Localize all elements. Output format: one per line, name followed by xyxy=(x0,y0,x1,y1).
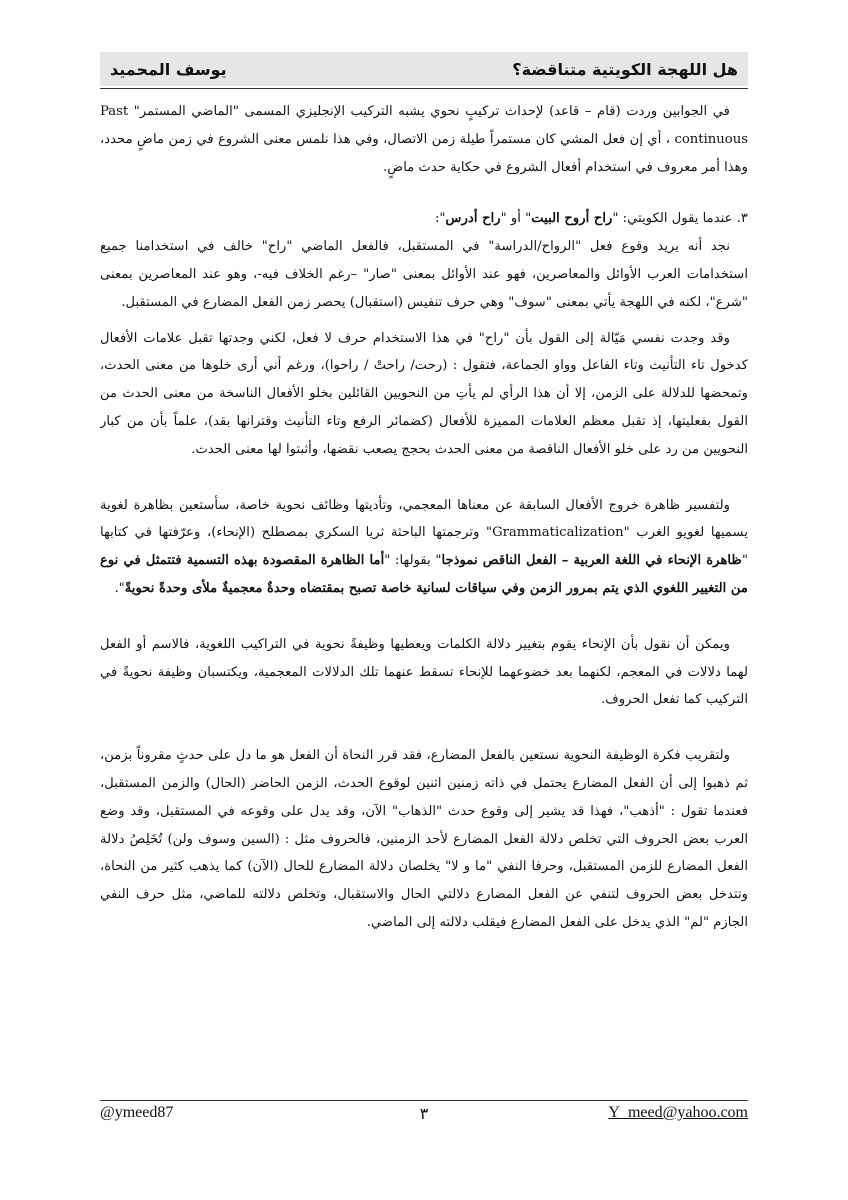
paragraph-past-continuous: في الجوابين وردت (قام – قاعد) لإحداث تركيبٍ نحوي يشبه التركيب الإنجليزي المسمى "الماضي المستمر" Past continuous ، أي إن فعل المشي كان مستمراً طيلة زمن الاتصال، وفي هذا نلمس معنى الشروع في زمن ماضٍ محدد، وهذا أمر معروف في استخدام أفعال الشروع في حكاية حدث ماضٍ. xyxy=(100,104,748,175)
author-name: يوسف المحميد xyxy=(110,59,227,79)
paragraph-grammaticalization: ولتفسير ظاهرة خروج الأفعال السابقة عن معناها المعجمي، وتأديتها وظائف نحوية خاصة، سأستعين بظاهرة لغوية يسميها لغويو الغرب "Grammaticalization" وترجمتها الباحثة ثريا السكري بمصطلح (الإنحاء)، وعرّفتها في كتابها "ظاهرة الإنحاء في اللغة العربية – الفعل الناقص نموذجا" بقولها: "أما الظاهرة المقصودة بهذه التسمية فتتمثل في نوع من التغيير اللغوي الذي يتم بمرور الزمن وفي سياقات لسانية خاصة تصبح بمقتضاه وحدةٌ معجميةٌ ملأى وحدةً نحويةً". xyxy=(100,497,748,596)
book-title: ظاهرة الإنحاء في اللغة العربية – الفعل الناقص نموذجا xyxy=(441,553,742,569)
paragraph-raah-particle: وقد وجدت نفسي مَيّالة إلى القول بأن "راح" في هذا الاستخدام حرف لا فعل، لكني وجدتها تقبل علامات الأفعال كدخول تاء التأنيث وتاء الفاعل وواو الجماعة، فتقول : (رحت/ راحتْ / راحوا)، ورغم أني أرى خلوها من معنى الحدث، وتمحضها للدلالة على الزمن، إلا أن هذا الرأي لم يأتِ من النحويين القائلين بخلو الأفعال الناسخة من معنى الحدث من القول بفعليتها، إذ تقبل معظم العلامات المميزة للأفعال (كضمائر الرفع وتاء التأنيث وقترانها بقد)، علماً بأن من كبار النحويين من رد على خلو الأفعال الناقصة من معنى الحدث بحجج يصعب نقضها، وأثبتوا لها معنى الحدث. xyxy=(100,330,748,457)
email-link[interactable]: Y_meed@yahoo.com xyxy=(608,1104,748,1121)
footer-divider xyxy=(100,1100,748,1101)
example-phrase-2: راح أدرس xyxy=(445,211,501,227)
header-divider xyxy=(100,88,748,89)
section-heading-3: ٣. عندما يقول الكويتي: "راح أروح البيت" أو "راح أدرس": xyxy=(434,211,748,227)
document-title: هل اللهجة الكويتية متناقضة؟ xyxy=(512,59,738,79)
document-body xyxy=(100,98,748,1038)
page-number: ٣ xyxy=(419,1106,429,1123)
example-phrase-1: راح أروح البيت xyxy=(531,211,613,227)
paragraph-inhaa-effect: ويمكن أن نقول بأن الإنحاء يقوم بتغيير دلالة الكلمات ويعطيها وظيفةً نحوية في التراكيب اللغوية، فالاسم أو الفعل لهما دلالات في المعجم، لكنهما بعد خضوعهما للإنحاء تسقط عنهما تلك الدلالات المعجمية، ويكتسبان وظيفة نحويةً في التركيب كما تفعل الحروف. xyxy=(100,636,748,708)
twitter-handle: @ymeed87 xyxy=(100,1104,174,1121)
page-footer xyxy=(100,1104,748,1128)
paragraph-raah-meaning: نجد أنه يريد وقوع فعل "الرواح/الدراسة" في المستقبل، فالفعل الماضي "راح" خالف في استخدامنا جميع استخدامات العرب الأوائل والمعاصرين، فهو عند الأوائل بمعنى "صار" –رغم الخلاف فيه-، وهو عند المعاصرين بمعنى "شرع"، لكنه في اللهجة يأتي بمعنى "سوف" وهي حرف تنفيس (استقبال) يحصر زمن الفعل المضارع في المستقبل. xyxy=(100,239,748,310)
definition-quote: أما الظاهرة المقصودة بهذه التسمية فتتمثل في نوع من التغيير اللغوي الذي يتم بمرور الزمن وفي سياقات لسانية خاصة تصبح بمقتضاه وحدةٌ معجميةٌ ملأى وحدةً نحويةً xyxy=(100,553,748,596)
page-header xyxy=(100,52,748,86)
paragraph-present-tense: ولتقريب فكرة الوظيفة النحوية نستعين بالفعل المضارع، فقد قرر النحاة أن الفعل هو ما دل على حدثٍ مقروناً بزمن، ثم ذهبوا إلى أن الفعل المضارع يحتمل في ذاته زمنين اثنين لوقوع الحدث، الزمن الحاضر (الحال) والزمن المستقبل، فعندما تقول : "أذهب"، فهذا قد يشير إلى وقوع حدث "الذهاب" الآن، وقد يدل على وقوعه في المستقبل، وقد وضع العرب بعض الحروف التي تخلص دلالة الفعل المضارع لأحد الزمنين، فالحروف مثل : (السين وسوف ولن) تُخَلِصُ دلالة الفعل المضارع للزمن المستقبل، وحرفا النفي "ما و لا" يخلصان دلالة المضارع للحال (الآن) كما يذهب كثير من النحاة، وتتدخل بعض الحروف لتنفي عن الفعل المضارع دلالتي الحال والاستقبال، وتخلص دلالته للماضي، مثل حرف النفي الجازم "لم" الذي يدخل على الفعل المضارع فيقلب دلالته إلى الماضي. xyxy=(100,748,748,930)
